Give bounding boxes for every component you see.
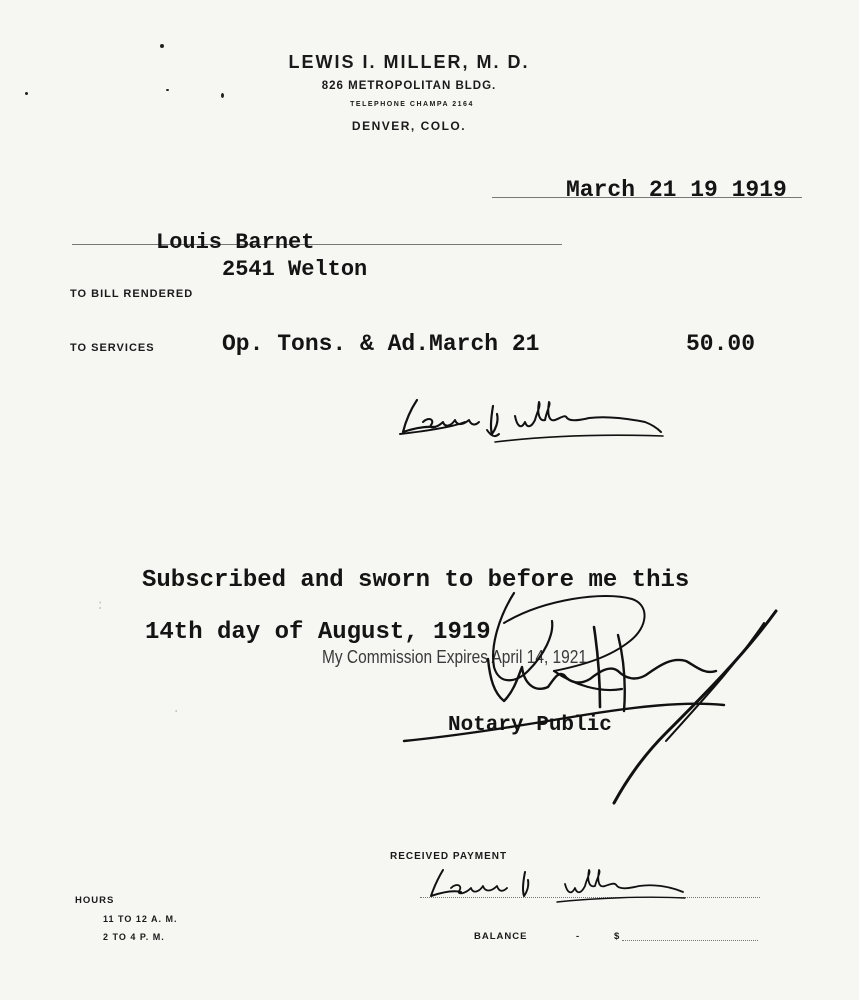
physician-signature [395, 392, 670, 452]
bill-rendered-label: TO BILL RENDERED [70, 288, 194, 300]
oath-line-2: 14th day of August, 1919 [145, 619, 491, 646]
service-description: Op. Tons. & Ad.March 21 [222, 331, 540, 357]
hours-morning: 11 TO 12 A. M. [103, 914, 178, 924]
bleed-through-mark: : [96, 598, 105, 614]
paper-speck [221, 93, 224, 98]
notary-signature [404, 575, 784, 825]
hours-afternoon: 2 TO 4 P. M. [103, 932, 165, 942]
service-amount: 50.00 [686, 331, 756, 357]
bill-date: March 21 19 1919 [566, 177, 787, 203]
paper-speck [160, 44, 164, 48]
oath-line-1: Subscribed and sworn to before me this [142, 567, 690, 594]
hours-label: HOURS [75, 895, 115, 906]
commission-stamp: My Commission Expires April 14, 1921 [322, 647, 587, 667]
balance-label: BALANCE [474, 931, 528, 942]
received-payment-label: RECEIVED PAYMENT [390, 851, 508, 862]
payee-rule [72, 244, 562, 245]
notary-public-label: Notary Public [448, 714, 612, 737]
balance-dash: - [576, 931, 581, 942]
balance-rule [622, 940, 758, 941]
payee-address: 2541 Welton [222, 257, 368, 282]
payee-name: Louis Barnet [156, 230, 315, 255]
paper-speck [166, 89, 169, 91]
receipt-signature [425, 862, 690, 907]
balance-currency: $ [614, 931, 621, 942]
services-label: TO SERVICES [70, 342, 155, 354]
bleed-through-mark: · [172, 704, 181, 720]
paper-speck [25, 92, 28, 95]
